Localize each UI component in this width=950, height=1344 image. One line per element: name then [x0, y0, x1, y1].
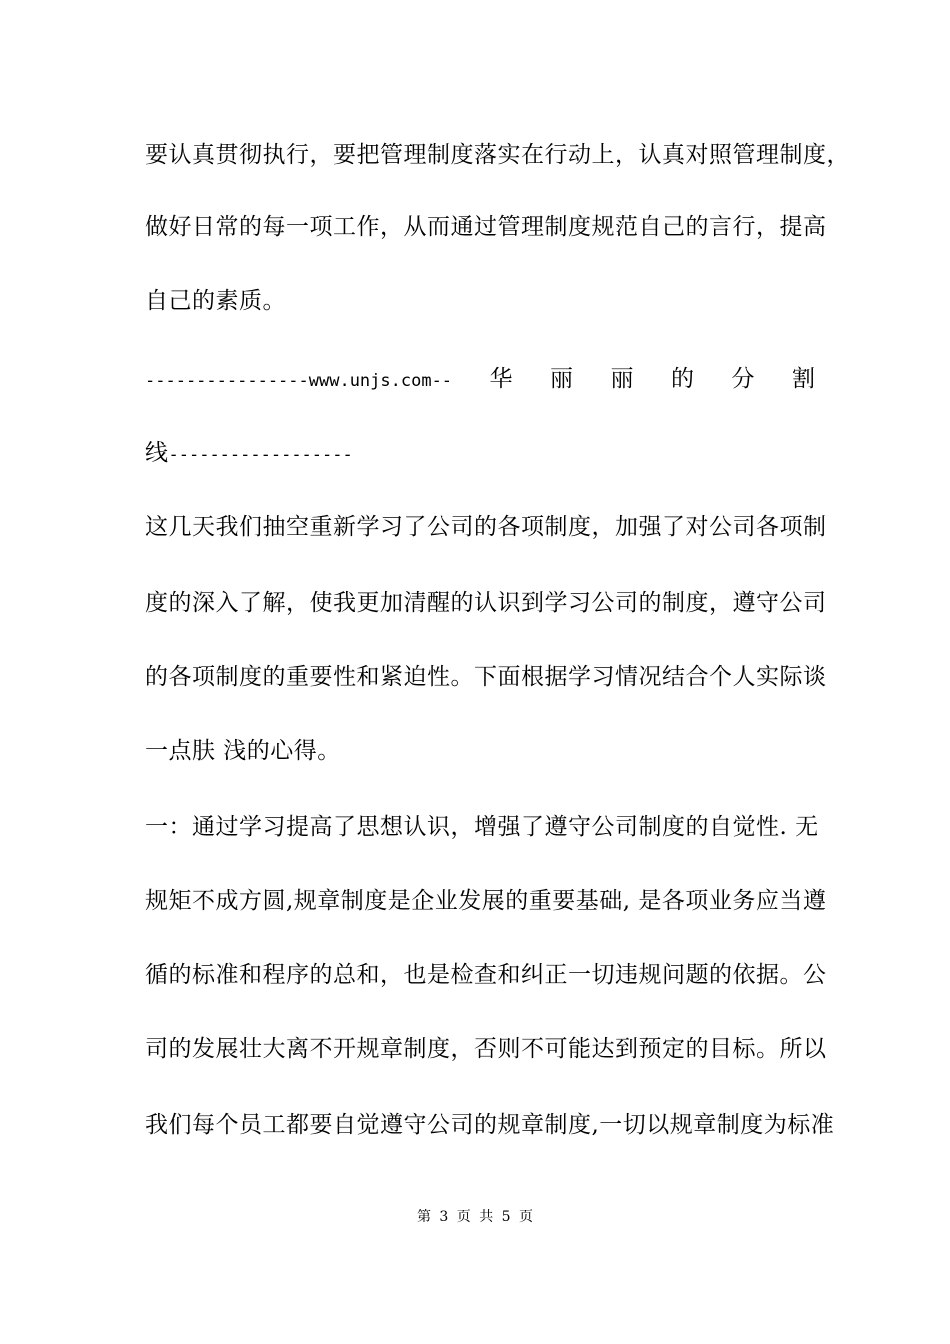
footer-prefix: 第 [416, 1209, 431, 1225]
divider-continuation-char: 线 [145, 440, 169, 466]
paragraph-line: 做好日常的每一项工作，从而通过管理制度规范自己的言行，提高 [145, 214, 827, 240]
divider-char: 割 [791, 366, 815, 392]
footer-suffix: 页 [519, 1209, 534, 1225]
paragraph-line: 我们每个员工都要自觉遵守公司的规章制度,一切以规章制度为标准 [145, 1112, 835, 1138]
divider-prefix: ----------------www.unjs.com-- [145, 371, 453, 391]
footer-total-label: 共 [479, 1209, 494, 1225]
divider-char: 丽 [550, 366, 574, 392]
divider-continuation [145, 438, 353, 470]
paragraph-line: 度的深入了解，使我更加清醒的认识到学习公司的制度，遵守公司 [145, 590, 827, 616]
total-pages-number: 5 [501, 1209, 511, 1225]
paragraph-line: 的各项制度的重要性和紧迫性。下面根据学习情况结合个人实际谈 [145, 664, 827, 690]
divider-char: 华 [489, 366, 513, 392]
paragraph-line: 要认真贯彻执行，要把管理制度落实在行动上，认真对照管理制度， [145, 142, 850, 168]
divider-char: 的 [670, 366, 694, 392]
current-page-number: 3 [439, 1209, 449, 1225]
paragraph-line: 自己的素质。 [145, 288, 286, 314]
divider-char: 丽 [610, 366, 634, 392]
divider-continuation-dashes: ------------------ [168, 445, 353, 465]
footer-page-label: 页 [456, 1209, 471, 1225]
paragraph-line: 这几天我们抽空重新学习了公司的各项制度，加强了对公司各项制 [145, 514, 827, 540]
divider-char: 分 [731, 366, 755, 392]
paragraph-line: 一点肤 浅的心得。 [145, 738, 341, 764]
paragraph-line: 循的标准和程序的总和，也是检查和纠正一切违规问题的依据。公 [145, 962, 827, 988]
paragraph-line: 一：通过学习提高了思想认识，增强了遵守公司制度的自觉性. 无 [145, 814, 819, 840]
paragraph-line: 规矩不成方圆,规章制度是企业发展的重要基础, 是各项业务应当遵 [145, 888, 827, 914]
decorative-divider [145, 364, 815, 396]
page-footer [0, 1208, 950, 1226]
paragraph-line: 司的发展壮大离不开规章制度，否则不可能达到预定的目标。所以 [145, 1036, 827, 1062]
